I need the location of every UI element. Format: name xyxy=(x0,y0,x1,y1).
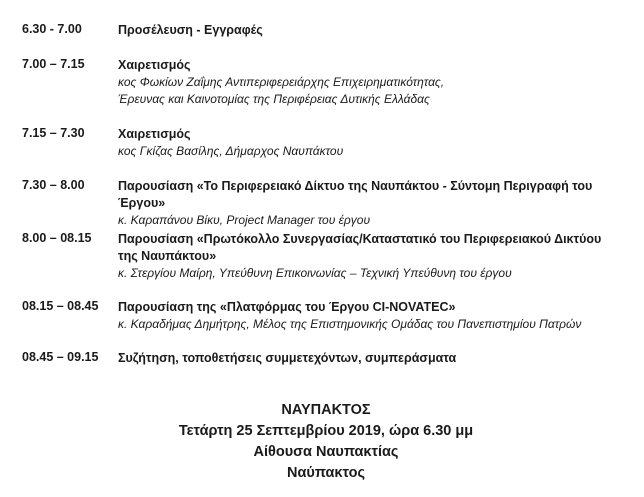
schedule-content xyxy=(118,178,618,229)
event-place: ΝΑΥΠΑΚΤΟΣ xyxy=(281,402,371,418)
schedule-content xyxy=(118,126,618,160)
schedule-speaker: κ. Στεργίου Μαίρη, Υπεύθυνη Επικοινωνίας – Τεχνική Υπεύθυνη του έργου xyxy=(118,266,512,280)
schedule-title: Προσέλευση - Εγγραφές xyxy=(118,23,263,37)
schedule-title: Παρουσίαση «Πρωτόκολλο Συνεργασίας/Καταστατικό του Περιφερειακού Δικτύου xyxy=(118,232,602,246)
schedule-time: 7.00 – 7.15 xyxy=(22,57,85,71)
schedule-title: Συζήτηση, τοποθετήσεις συμμετεχόντων, συμπεράσματα xyxy=(118,351,457,365)
schedule-content xyxy=(118,299,618,333)
schedule-title: Χαιρετισμός xyxy=(118,58,191,72)
schedule-speaker: κ. Καραδήμας Δημήτρης, Μέλος της Επιστημονικής Ομάδας του Πανεπιστημίου Πατρών xyxy=(118,317,582,331)
schedule-time: 08.15 – 08.45 xyxy=(22,299,99,313)
schedule-time: 7.15 – 7.30 xyxy=(22,126,85,140)
schedule-content xyxy=(118,231,618,282)
schedule-speaker: Έρευνας και Καινοτομίας της Περιφέρειας Δυτικής Ελλάδας xyxy=(118,92,430,106)
schedule-speaker: κος Γκίζας Βασίλης, Δήμαρχος Ναυπάκτου xyxy=(118,144,344,158)
schedule-content xyxy=(118,22,618,39)
event-venue: Αίθουσα Ναυπακτίας xyxy=(253,444,399,460)
schedule-speaker: κ. Καραπάνου Βίκυ, Project Manager του έργου xyxy=(118,213,371,227)
schedule-content xyxy=(118,57,618,108)
schedule-title: της Ναυπάκτου» xyxy=(118,249,217,263)
schedule-speaker: κος Φωκίων Ζαΐμης Αντιπεριφερειάρχης Επιχειρηματικότητας, xyxy=(118,75,445,89)
schedule-title: Παρουσίαση της «Πλατφόρμας του Έργου CI-NOVATEC» xyxy=(118,300,456,314)
event-footer xyxy=(0,400,644,484)
schedule-time: 7.30 – 8.00 xyxy=(22,178,85,192)
schedule-content xyxy=(118,350,618,367)
event-city: Ναύπακτος xyxy=(287,465,365,481)
event-datetime: Τετάρτη 25 Σεπτεμβρίου 2019, ώρα 6.30 μμ xyxy=(178,423,474,439)
schedule-time: 6.30 - 7.00 xyxy=(22,22,82,36)
schedule-title: Χαιρετισμός xyxy=(118,127,191,141)
schedule-title: Παρουσίαση «Το Περιφερειακό Δίκτυο της Ναυπάκτου - Σύντομη Περιγραφή του Έργου» xyxy=(118,179,593,210)
schedule-time: 8.00 – 08.15 xyxy=(22,231,92,245)
schedule-time: 08.45 – 09.15 xyxy=(22,350,99,364)
